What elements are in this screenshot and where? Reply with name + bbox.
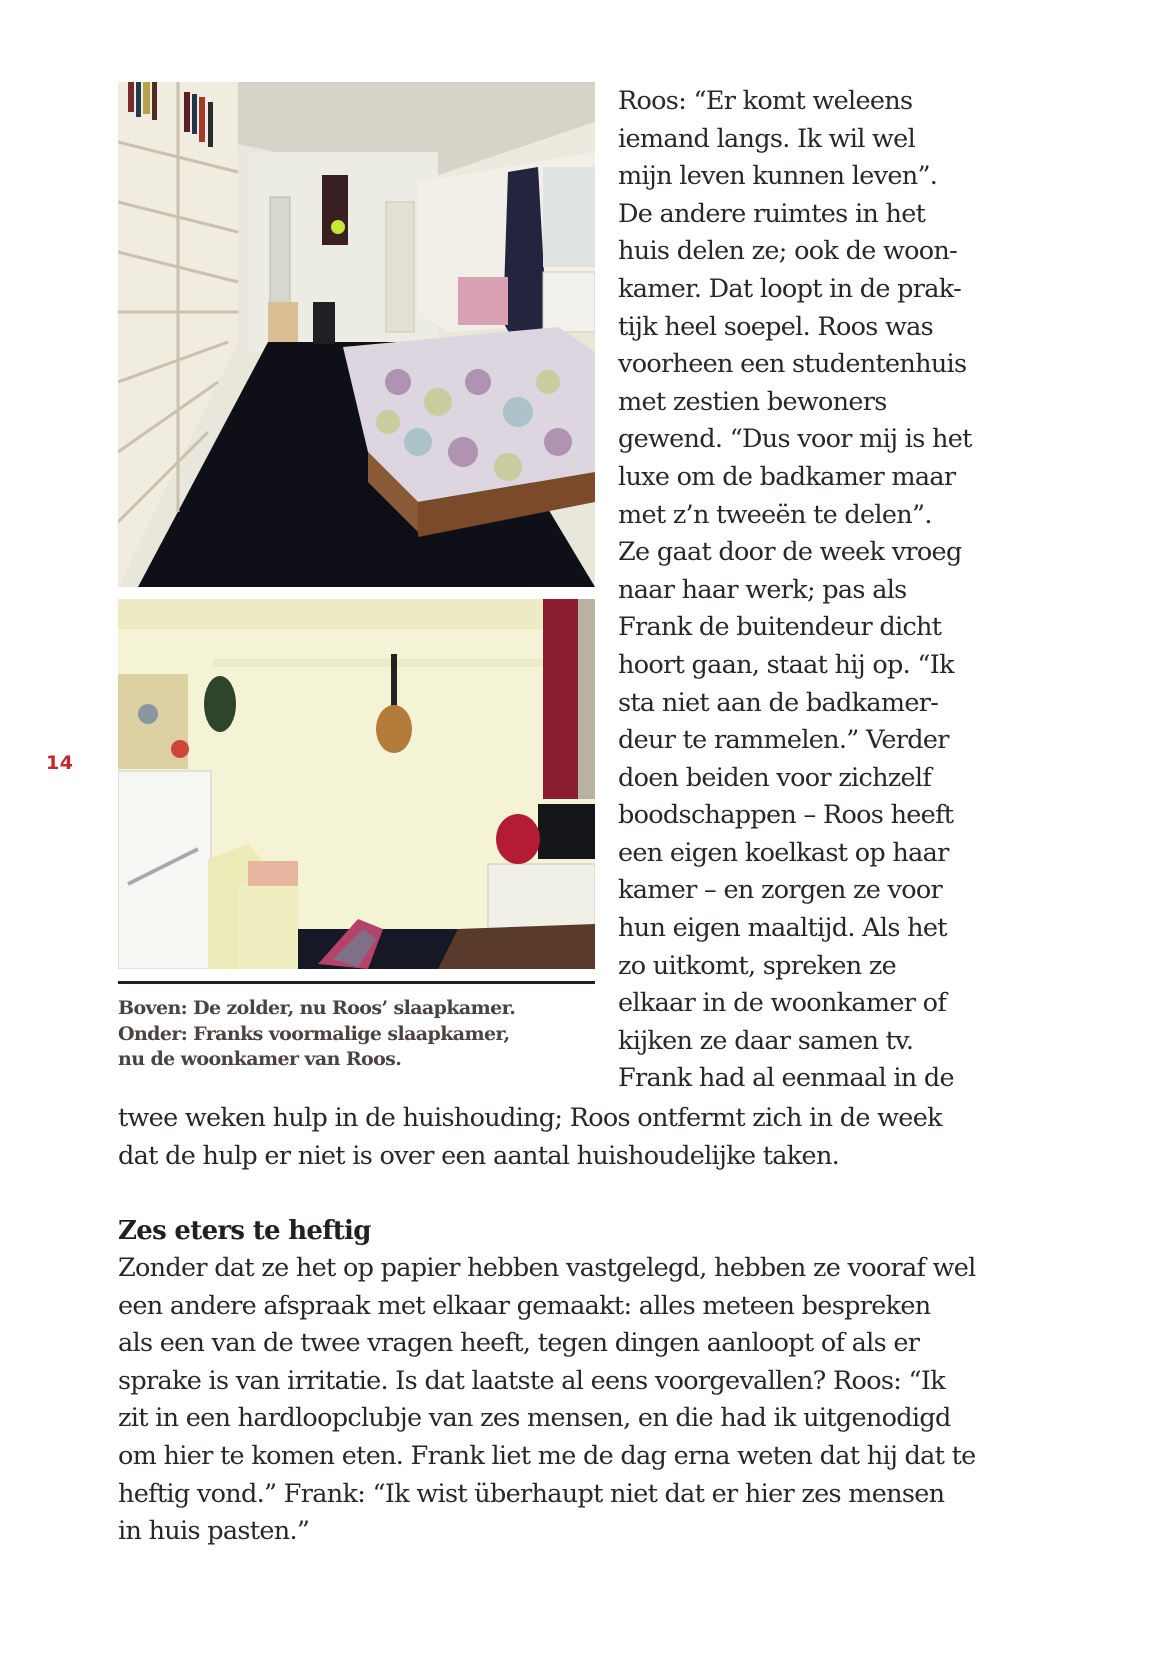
body-text-continuation <box>118 1100 1018 1175</box>
text-line: De andere ruimtes in het <box>618 198 926 229</box>
caption-rule <box>118 981 595 984</box>
text-line: gewend. “Dus voor mij is het <box>618 424 972 455</box>
text-line: luxe om de badkamer maar <box>618 461 956 492</box>
photo-attic-bedroom <box>118 82 595 587</box>
text-line: kamer – en zorgen ze voor <box>618 875 943 906</box>
text-line: iemand langs. Ik wil wel <box>618 123 916 154</box>
text-line: dat de hulp er niet is over een aantal huishoudelijke taken. <box>118 1140 840 1171</box>
caption-line: Boven: De zolder, nu Roos’ slaapkamer. <box>118 997 516 1019</box>
text-line: naar haar werk; pas als <box>618 574 907 605</box>
text-line: Frank had al eenmaal in de <box>618 1063 954 1094</box>
text-line: zo uitkomt, spreken ze <box>618 950 897 981</box>
text-line: doen beiden voor zichzelf <box>618 762 932 793</box>
text-line: een eigen koelkast op haar <box>618 837 949 868</box>
page-number: 14 <box>46 752 74 774</box>
text-line: zit in een hardloopclubje van zes mensen, en die had ik uitgenodigd <box>118 1403 951 1434</box>
text-line: in huis pasten.” <box>118 1516 310 1547</box>
section-heading: Zes eters te heftig <box>118 1216 371 1246</box>
text-line: met z’n tweeën te delen”. <box>618 499 932 530</box>
text-line: sprake is van irritatie. Is dat laatste al eens voorgevallen? Roos: “Ik <box>118 1365 945 1396</box>
text-line: met zestien bewoners <box>618 386 887 417</box>
text-line: als een van de twee vragen heeft, tegen dingen aanloopt of als er <box>118 1328 920 1359</box>
text-line: hoort gaan, staat hij op. “Ik <box>618 649 954 680</box>
caption-line: nu de woonkamer van Roos. <box>118 1048 402 1070</box>
caption-line: Onder: Franks voormalige slaapkamer, <box>118 1022 510 1045</box>
living-room-illustration <box>118 599 595 969</box>
text-line: Roos: “Er komt weleens <box>618 86 913 116</box>
section-body <box>118 1250 1018 1551</box>
text-line: heftig vond.” Frank: “Ik wist überhaupt niet dat er hier zes mensen <box>118 1478 945 1509</box>
text-line: sta niet aan de badkamer- <box>618 687 939 718</box>
text-line: Ze gaat door de week vroeg <box>618 537 962 568</box>
text-line: huis delen ze; ook de woon- <box>618 236 958 267</box>
text-line: om hier te komen eten. Frank liet me de dag erna weten dat hij dat te <box>118 1440 976 1471</box>
photo-caption <box>118 996 598 1073</box>
text-line: tijk heel soepel. Roos was <box>618 311 934 342</box>
text-line: een andere afspraak met elkaar gemaakt: alles meteen bespreken <box>118 1290 931 1321</box>
text-line: hun eigen maaltijd. Als het <box>618 913 947 944</box>
photo-living-room <box>118 599 595 969</box>
text-line: Zonder dat ze het op papier hebben vastgelegd, hebben ze vooraf wel <box>118 1253 976 1283</box>
text-line: voorheen een studentenhuis <box>618 349 967 380</box>
text-line: deur te rammelen.” Verder <box>618 725 949 756</box>
text-line: twee weken hulp in de huishouding; Roos ontfermt zich in de week <box>118 1103 942 1133</box>
body-column-right <box>618 83 1018 1098</box>
text-line: kijken ze daar samen tv. <box>618 1025 914 1056</box>
text-line: kamer. Dat loopt in de prak- <box>618 273 962 304</box>
text-line: mijn leven kunnen leven”. <box>618 161 938 192</box>
attic-bedroom-illustration <box>118 82 595 587</box>
text-line: Frank de buitendeur dicht <box>618 612 942 643</box>
text-line: elkaar in de woonkamer of <box>618 988 947 1019</box>
text-line: boodschappen – Roos heeft <box>618 800 954 831</box>
